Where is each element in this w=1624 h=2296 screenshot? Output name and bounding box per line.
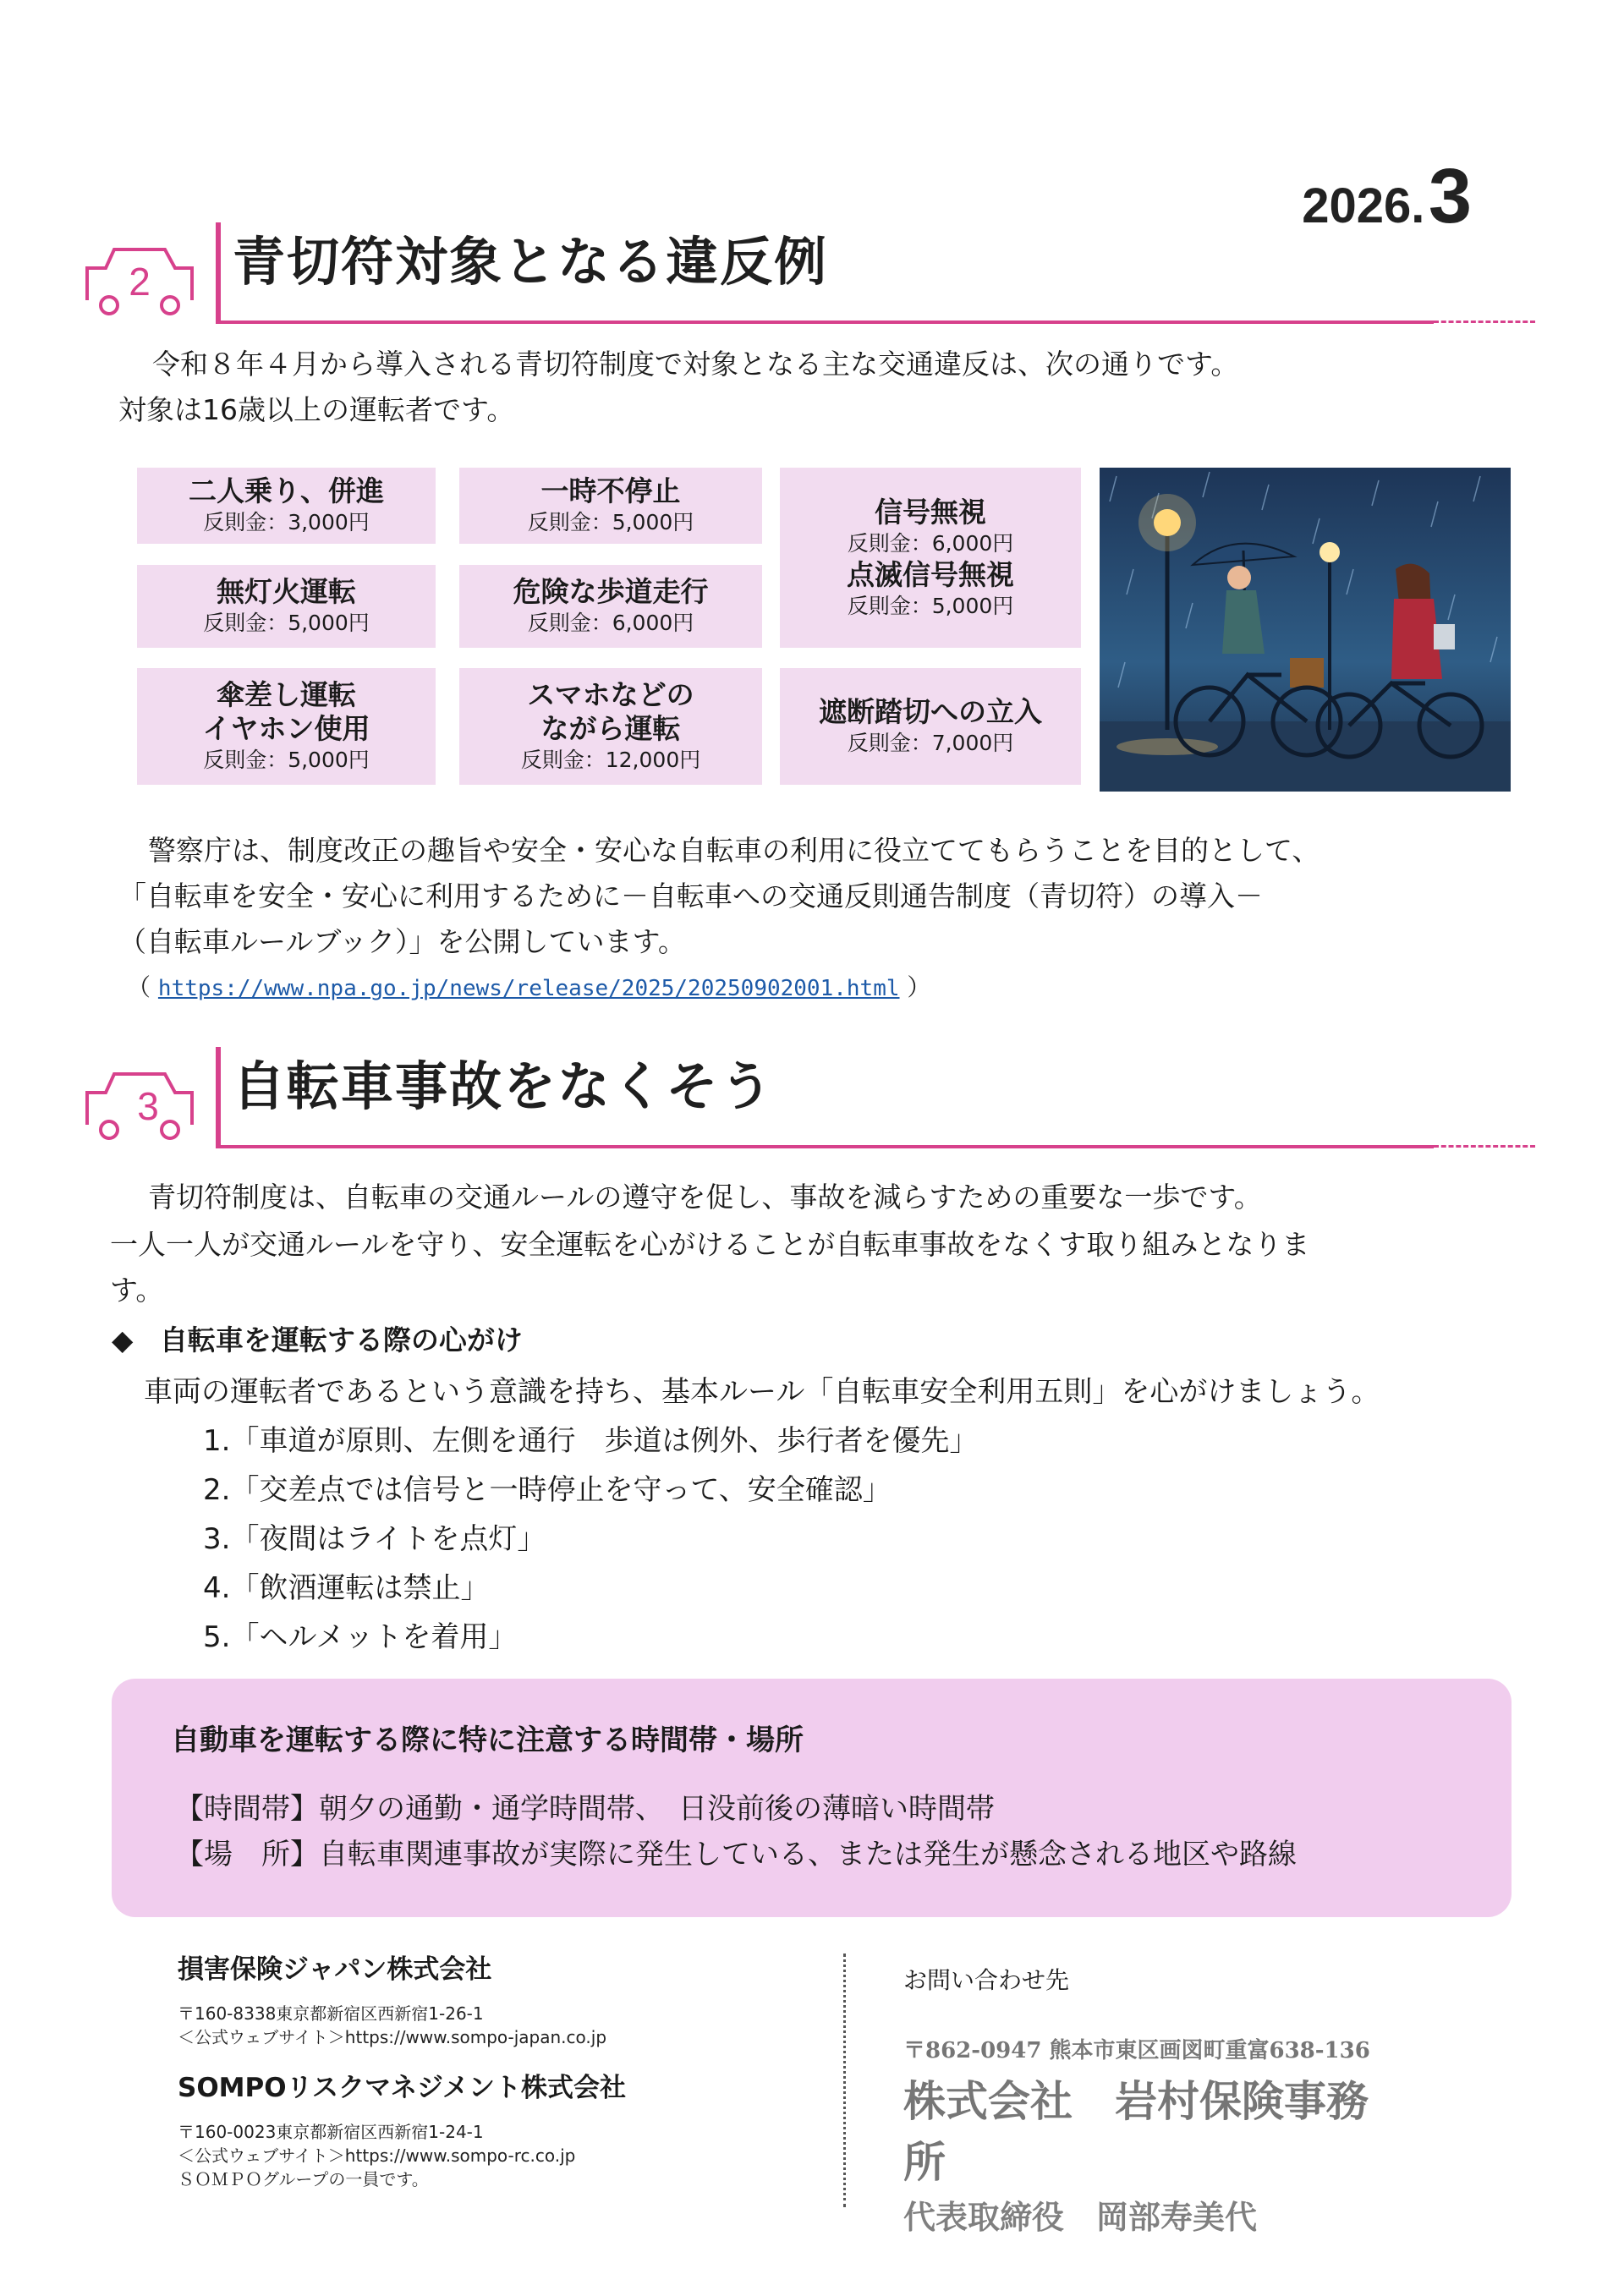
violation-fine: 反則金：5,000円 bbox=[203, 748, 370, 772]
company-1-address: 〒160-8338東京都新宿区西新宿1-26-1 bbox=[178, 2003, 484, 2024]
car-number-icon bbox=[80, 234, 199, 319]
violation-title: 二人乗り、併進 bbox=[189, 474, 384, 507]
section-3-subhead bbox=[112, 1319, 523, 1362]
section-3-header bbox=[80, 1040, 1535, 1167]
violation-box bbox=[137, 565, 436, 648]
section-2-number: 2 bbox=[129, 260, 151, 304]
section-2-title: 青切符対象となる違反例 bbox=[233, 231, 829, 293]
rule-item: 5.「ヘルメットを着用」 bbox=[203, 1620, 518, 1654]
section-3-rule-dashed bbox=[1434, 1145, 1535, 1148]
section-2-rule bbox=[216, 321, 1434, 324]
violation-box bbox=[780, 668, 1081, 785]
subhead-text: 自転車を運転する際の心がけ bbox=[159, 1323, 523, 1356]
violation-title: 一時不停止 bbox=[540, 474, 681, 507]
violation-box bbox=[459, 468, 762, 544]
violation-title: ながら運転 bbox=[540, 712, 681, 745]
footer-companies bbox=[178, 1949, 626, 2191]
violation-box bbox=[459, 565, 762, 648]
rule-item: 3.「夜間はライトを点灯」 bbox=[203, 1522, 546, 1556]
footer-divider bbox=[843, 1954, 846, 2207]
caution-time: 【時間帯】朝夕の通勤・通学時間帯、 日没前後の薄暗い時間帯 bbox=[175, 1792, 995, 1826]
violation-title: 傘差し運転 bbox=[217, 678, 356, 711]
rule-item: 2.「交差点では信号と一時停止を守って、安全確認」 bbox=[203, 1473, 892, 1507]
rule-item: 1.「車道が原則、左側を通行 歩道は例外、歩行者を優先」 bbox=[203, 1424, 979, 1458]
section-2-intro-2: 対象は16歳以上の運転者です。 bbox=[118, 393, 515, 426]
section-3-bar bbox=[216, 1047, 221, 1147]
violation-title: イヤホン使用 bbox=[202, 712, 370, 745]
company-2-website: ＜公式ウェブサイト＞https://www.sompo-rc.co.jp bbox=[178, 2145, 576, 2166]
url-close-paren: ） bbox=[907, 973, 931, 1001]
section-3-p2b: す。 bbox=[110, 1274, 164, 1307]
stamp-company: 株式会社 岩村保険事務所 bbox=[903, 2076, 1369, 2187]
violation-fine: 反則金：5,000円 bbox=[847, 593, 1014, 618]
url-open-paren: （ bbox=[127, 973, 151, 1001]
violation-box bbox=[137, 668, 436, 785]
issue-month: 3 bbox=[1428, 153, 1472, 239]
violation-title: 信号無視 bbox=[875, 495, 986, 529]
rulebook-url-line bbox=[127, 971, 930, 1006]
company-1-website: ＜公式ウェブサイト＞https://www.sompo-japan.co.jp bbox=[178, 2027, 607, 2047]
violation-fine: 反則金：6,000円 bbox=[847, 530, 1014, 556]
violation-fine: 反則金：5,000円 bbox=[203, 611, 370, 635]
violation-title: スマホなどの bbox=[527, 678, 694, 711]
violation-fine: 反則金：7,000円 bbox=[847, 731, 1014, 755]
cyclists-rain-illustration bbox=[1100, 468, 1511, 792]
contact-label: お問い合わせ先 bbox=[903, 1966, 1070, 1994]
violation-fine: 反則金：6,000円 bbox=[527, 611, 694, 635]
violation-fine: 反則金：12,000円 bbox=[520, 748, 701, 772]
caution-panel bbox=[112, 1679, 1512, 1917]
violation-fine: 反則金：5,000円 bbox=[527, 510, 694, 534]
company-2-group: ＳＯＭＰＯグループの一員です。 bbox=[178, 2169, 429, 2189]
section-3-p2a: 一人一人が交通ルールを守り、安全運転を心がけることが自転車事故をなくす取り組みとなりま bbox=[110, 1228, 1310, 1261]
violation-fine: 反則金：3,000円 bbox=[203, 510, 370, 534]
section-3-number: 3 bbox=[137, 1084, 159, 1128]
caution-panel-title: 自動車を運転する際に特に注意する時間帯・場所 bbox=[171, 1723, 804, 1757]
section-2-rule-dashed bbox=[1434, 321, 1535, 323]
issue-year: 2026. bbox=[1302, 178, 1425, 233]
violation-box bbox=[137, 468, 436, 544]
section-3-subtext: 車両の運転者であるという意識を持ち、基本ルール「自転車安全利用五則」を心がけましょう。 bbox=[144, 1375, 1380, 1409]
company-2-address: 〒160-0023東京都新宿区西新宿1-24-1 bbox=[178, 2122, 484, 2142]
violation-title: 遮断踏切への立入 bbox=[819, 695, 1042, 728]
police-line-1: 警察庁は、制度改正の趣旨や安全・安心な自転車の利用に役立ててもらうことを目的として、 bbox=[148, 834, 1320, 867]
company-2-name: SOMPOリスクマネジメント株式会社 bbox=[178, 2073, 627, 2103]
car-number-icon bbox=[80, 1059, 199, 1143]
stamp-address: 〒862-0947 熊本市東区画図町重富638-136 bbox=[903, 2038, 1370, 2063]
caution-place: 【場 所】自転車関連事故が実際に発生している、または発生が懸念される地区や路線 bbox=[175, 1838, 1297, 1871]
section-3-title: 自転車事故をなくそう bbox=[233, 1055, 775, 1117]
rulebook-link[interactable]: https://www.npa.go.jp/news/release/2025/20250902001.html bbox=[157, 976, 900, 1001]
section-2-intro-1: 令和８年４月から導入される青切符制度で対象となる主な交通違反は、次の通りです。 bbox=[152, 348, 1239, 381]
stamp-representative: 代表取締役 岡部寿美代 bbox=[903, 2198, 1258, 2236]
rule-item: 4.「飲酒運転は禁止」 bbox=[203, 1571, 490, 1605]
violation-title: 無灯火運転 bbox=[217, 575, 356, 608]
violation-title: 点滅信号無視 bbox=[847, 557, 1014, 591]
company-1-name: 損害保険ジャパン株式会社 bbox=[178, 1954, 492, 1985]
section-2-bar bbox=[216, 222, 221, 322]
violation-title: 危険な歩道走行 bbox=[513, 575, 709, 608]
violation-box bbox=[780, 468, 1081, 648]
violation-box bbox=[459, 668, 762, 785]
section-3-rule bbox=[216, 1145, 1434, 1148]
section-2-header bbox=[80, 216, 1535, 342]
section-3-p1: 青切符制度は、自転車の交通ルールの遵守を促し、事故を減らすための重要な一歩です。 bbox=[148, 1181, 1262, 1214]
agency-stamp bbox=[903, 2034, 1377, 2242]
police-line-2: 「自転車を安全・安心に利用するために－自転車への交通反則通告制度（青切符）の導入－ bbox=[118, 879, 1263, 912]
diamond-bullet-icon: ◆ bbox=[112, 1323, 134, 1356]
police-line-3: （自転車ルールブック）」を公開しています。 bbox=[118, 925, 686, 958]
